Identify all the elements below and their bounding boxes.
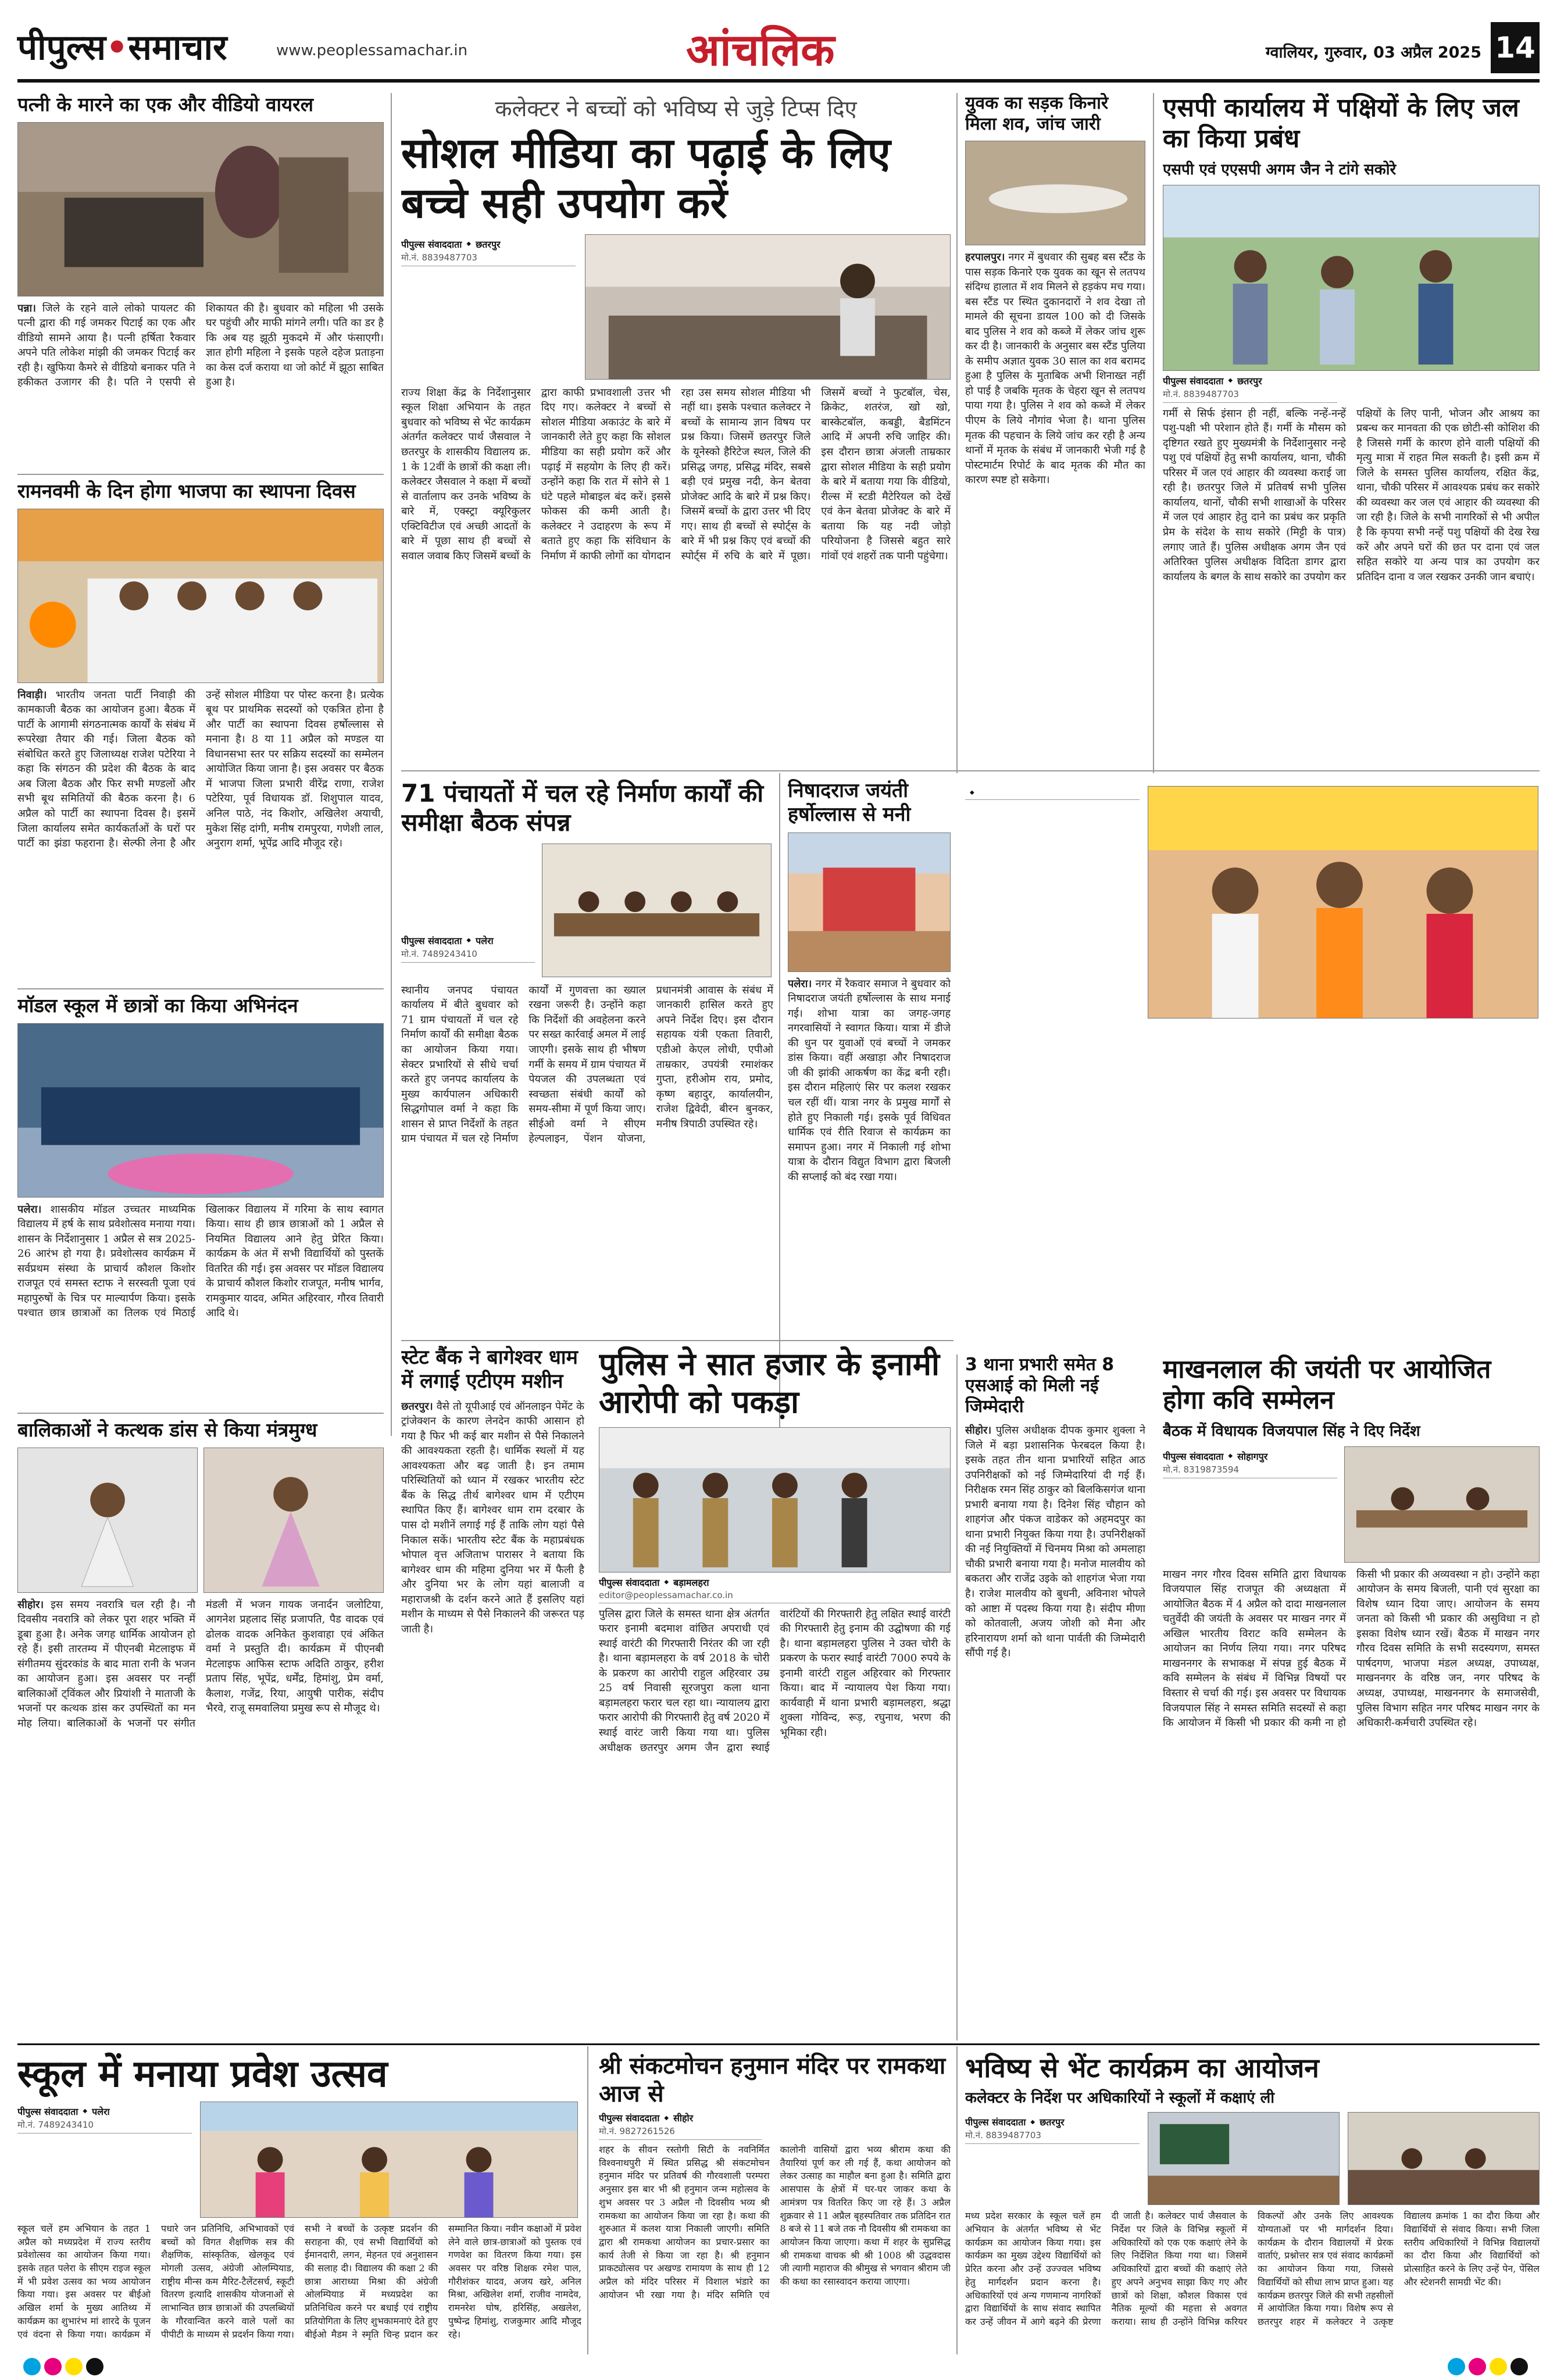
news-photo [1348, 2112, 1540, 2205]
website-link[interactable]: www.peoplessamachar.in [276, 42, 468, 59]
diamond-separator-icon: ◆ [1228, 377, 1233, 384]
color-registration-marks [23, 2358, 103, 2375]
byline: पीपुल्स संवाददाता ◆ बड़ामलहरा [599, 1577, 709, 1588]
story-yuvak [965, 93, 1145, 767]
diamond-separator-icon: ◆ [664, 1579, 669, 1586]
story-body: राज्य शिक्षा केंद्र के निर्देशानुसार स्कूल शिक्षा अभियान के तहत बुधवार को भविष्य से भेंट कार्यक्रम अंतर्गत कलेक्टर पार्थ जैसवाल ने छतरपुर के शासकीय विद्यालय क्र. 1 के 12वीं के छात्रों की कक्षा ली। कलेक्टर जैसवाल ने कक्षा में बच्चों से वार्तालाप कर उनके भविष्य के बारे में, एक्स्ट्रा क्यूरिकुलर एक्टिविटीज एवं अच्छी आदतों के बारे में पूछा साथ ही बच्चों से सवाल जवाब किए जिसमें बच्चों के द्वारा काफी प्रभावशाली उत्तर भी दिए गए। कलेक्टर ने बच्चों से सोशल मीडिया अकाउंट के बारे में जानकारी लेते हुए कहा कि सोशल मीडिया का सही प्रयोग करें और पढ़ाई में सहयोग के लिए ही करें। उन्होंने कहा कि रात में सोने से 1 घंटे पहले मोबाइल बंद करें। इससे फोकस की कमी आती है। कलेक्टर ने उदाहरण के रूप में बताते हुए कहा कि संविधान के निर्माण में काफी लोगों का योगदान रहा उस समय सोशल मीडिया भी नहीं था। इसके पश्चात कलेक्टर ने बच्चों के सामान्य ज्ञान विषय पर प्रश्न किया। जिसमें छतरपुर जिले के यूनेस्को हैरिटेज स्थल, जिले की प्रसिद्ध जगह, प्रसिद्ध मंदिर, सबसे बड़ी एवं प्रमुख नदी, केन बेतवा प्रोजेक्ट आदि के बारे में प्रश्न किए। जिसमें बच्चों के द्वारा उत्तर भी दिए गए। साथ ही बच्चों से स्पोर्ट्स के बारे में भी प्रश्न किए एवं बच्चों की स्पोर्ट्स में रुचि के बारे में पूछा। जिसमें बच्चों ने फुटबॉल, चेस, क्रिकेट, शतरंज, खो खो, बास्केटबॉल, कबड्डी, बैडमिंटन आदि में अपनी रुचि जाहिर की। इस दौरान छात्रा अंजली ताम्रकार द्वारा सोशल मीडिया के सही प्रयोग के बारे में बताया गया कि वीडियो, रील्स में स्टडी मैटेरियल को देखें एवं केन बेतवा प्रोजेक्ट के बारे में बताया कि यह नदी जोड़ो परियोजना है जिससे बहुत सारे गांवों एवं शहरों तक पानी पहुंचेगा। [401, 386, 951, 562]
story-ramkatha [599, 2052, 951, 2354]
news-photo [1163, 185, 1540, 371]
masthead [17, 14, 1540, 83]
byline: पीपुल्स संवाददाता ◆ सीहोर [599, 2113, 694, 2124]
contact-number: मो.नं. 9827261526 [599, 2125, 762, 2140]
diamond-separator-icon: ◆ [664, 2114, 669, 2121]
story-body: मध्य प्रदेश सरकार के स्कूल चलें हम अभियान के अंतर्गत भविष्य से भेंट कार्यक्रम का आयोजन किया गया। इस कार्यक्रम का मुख्य उद्देश्य विद्यार्थियों को प्रेरित करना और उन्हें उज्ज्वल भविष्य हेतु मार्गदर्शन प्रदान करना है। अधिकारियों एवं अन्य गणमान्य नागरिकों द्वारा विद्यार्थियों के साथ संवाद स्थापित कर उन्हें जीवन में आगे बढ़ने की प्रेरणा दी जाती है। कलेक्टर पार्थ जैसवाल के निर्देश पर जिले के विभिन्न स्कूलों में अधिकारियों को एक एक कक्षाएं लेने के लिए निर्देशित किया गया था। जिसमें अधिकारियों द्वारा बच्चों की कक्षाएं लेते हुए अपने अनुभव साझा किए गए और छात्रों को शिक्षा, कौशल विकास एवं नैतिक मूल्यों की महत्ता से अवगत कराया। साथ ही उन्होंने विभिन्न करियर विकल्पों और उनके लिए आवश्यक योग्यताओं पर भी मार्गदर्शन दिया। कार्यक्रम के दौरान विद्यालयों में प्रेरक वार्ताएं, प्रश्नोत्तर सत्र एवं संवाद कार्यक्रमों का आयोजन किया गया, जिससे विद्यार्थियों को सीधा लाभ प्राप्त हुआ। यह कार्यक्रम छतरपुर जिले की सभी तहसीलों में आयोजित किया गया। विशेष रूप से छतरपुर शहर में कलेक्टर ने उत्कृष्ट विद्यालय क्रमांक 1 का दौरा किया और विद्यार्थियों से संवाद किया। सभी जिला स्तरीय अधिकारियों ने विभिन्न विद्यालयों का दौरा किया और विद्यार्थियों को प्रोत्साहित करने के लिए उन्हें पेन, पेंसिल और स्टेशनरी सामग्री भेंट की। [965, 2210, 1540, 2327]
contact-number: मो.नं. 7489243410 [401, 948, 535, 963]
newspaper-logo[interactable]: पीपुल्स•समाचार [17, 27, 227, 68]
story-inaami [599, 1346, 951, 2032]
news-photo [17, 509, 384, 683]
byline: पीपुल्स संवाददाता ◆ छतरपुर [1163, 375, 1262, 387]
headline: श्री संकटमोचन हनुमान मंदिर पर रामकथा आज से [599, 2053, 946, 2107]
story-body: स्कूल चलें हम अभियान के तहत 1 अप्रैल को मध्यप्रदेश में राज्य स्तरीय प्रवेशोत्सव का आयोजन किया गया। इसके तहत पलेरा के सीएम राइज स्कूल में भी प्रवेश उत्सव का भव्य आयोजन किया गया। इस अवसर पर बीईओ अखिल शर्मा के मुख्य आतिथ्य में कार्यक्रम का शुभारंभ मां शारदे के पूजन एवं वंदना से किया गया। कार्यक्रम में पधारे जन प्रतिनिधि, अभिभावकों एवं बच्चों को विगत शैक्षणिक सत्र की शैक्षणिक, सांस्कृतिक, खेलकूद एवं मोगली उत्सव, अंग्रेजी ओलम्पियाड, राष्ट्रीय मीन्स कम मैरिट-टैलेंटसर्च, स्कूटी वितरण इत्यादि शासकीय योजनाओं से लाभान्वित छात्र छात्राओं की उपलब्धियों के गौरवान्वित करने वाले पलों का पीपीटी के माध्यम से प्रदर्शन किया गया। सभी ने बच्चों के उत्कृष्ट प्रदर्शन की सराहना की, एवं सभी विद्यार्थियों को ईमानदारी, लगन, मेहनत एवं अनुशासन की सलाह दी। विद्यालय की कक्षा 2 की छात्रा आराध्या मिश्रा की अंग्रेजी ओलम्पियाड में मध्यप्रदेश का प्रतिनिधित्व करने पर बधाई एवं राष्ट्रीय प्रतियोगिता के लिए शुभकामनाएं देते हुए बीईओ मैडम ने स्मृति चिन्ह प्रदान कर सम्मानित किया। नवीन कक्षाओं में प्रवेश लेने वाले छात्र-छात्राओं को पुस्तक एवं गणवेश का वितरण किया गया। इस अवसर पर वरिष्ठ शिक्षक रमेश पाल, गौरीशंकर यादव, अजय खरे, अनिल मिश्रा, अखिलेश शर्मा, राजीव नामदेव, रामनरेश घोष, हरिसिंह, अखलेश, पुष्पेन्द्र हिमांशु, राजकुमार आदि मौजूद रहे। [17, 2222, 581, 2340]
section-title: आंचलिक [686, 24, 835, 76]
headline: 3 थाना प्रभारी समेत 8 एसआई को मिली नई जिम्मेदारी [965, 1355, 1115, 1417]
news-photo [200, 2102, 578, 2218]
diamond-separator-icon: ◆ [466, 937, 472, 944]
story-makhanlal [1163, 1355, 1540, 2035]
story-body: शहर के सीवन रस्तोगी सिटी के नवनिर्मित विश्वनाथपुरी में स्थित प्रसिद्ध श्री संकटमोचन हनुमान मंदिर पर प्रतिवर्ष की गौरवशाली परम्परा अनुसार इस बार भी श्री हनुमान जन्म महोत्सव के शुभ अवसर पर 3 अप्रैल नौ दिवसीय भव्य श्री रामकथा का आयोजन किया जा रहा है। कथा की शुरुआत में कलश यात्रा निकाली जाएगी। समिति द्वारा श्री रामकथा आयोजन का प्रचार-प्रसार का कार्य तेजी से किया जा रहा है। श्री हनुमान प्राकट्योत्सव पर अखण्ड रामायण के साथ ही 12 अप्रैल को मंदिर परिसर में विशाल भंडारे का आयोजन भी रखा गया है। मंदिर समिति एवं कालोनी वासियों द्वारा भव्य श्रीराम कथा की तैयारियां पूर्ण कर ली गई हैं, कथा आयोजन को लेकर उत्साह का माहौल बना हुआ है। समिति द्वारा आसपास के क्षेत्रों में घर-घर जाकर कथा के आमंत्रण पत्र वितरित किए जा रहे हैं। 3 अप्रैल शुक्रवार से 11 अप्रैल बृहस्पतिवार तक प्रतिदिन रात 8 बजे से 11 बजे तक नौ दिवसीय श्री रामकथा का आयोजन किया जाएगा। कथा में शहर के सुप्रसिद्ध श्री रामकथा वाचक श्री श्री 1008 श्री उद्धवदास जी त्यागी महाराज की श्रीमुख से भगवान श्रीराम जी की कथा का रसास्वादन कराया जाएगा। [599, 2144, 951, 2300]
headline: 71 पंचायतों में चल रहे निर्माण कार्यों की समीक्षा बैठक संपन्न [401, 779, 764, 837]
story-body: स्थानीय जनपद पंचायत कार्यालय में बीते बुधवार को 71 ग्राम पंचायतों में चल रहे निर्माण कार्यों की समीक्षा बैठक का आयोजन किया गया। सेक्टर प्रभारियों से सीधे चर्चा करते हुए जनपद कार्यालय के मुख्य कार्यपालन अधिकारी सिद्धगोपाल वर्मा ने कहा कि शासन से प्राप्त निर्देशों के तहत ग्राम पंचायत में चल रहे निर्माण कार्यों में गुणवत्ता का ख्याल रखना जरूरी है। उन्होंने कहा कि निर्देशों की अवहेलना करने पर सख्त कार्रवाई अमल में लाई जाएगी। इसके साथ ही भीषण गर्मी के समय में ग्राम पंचायत में पेयजल की उपलब्धता एवं स्वच्छता संबंधी कार्यों को समय-सीमा में पूर्ण किया जाए। सीईओ वर्मा ने सीएम हेल्पलाइन, पेंशन योजना, प्रधानमंत्री आवास के संबंध में जानकारी हासिल करते हुए अपने निर्देश दिए। इस दौरान सहायक यंत्री एकता तिवारी, एडीओ केएल लोधी, एपीओ ताम्रकार, उपयंत्री रमाशंकर गुप्ता, हरीओम राय, प्रमोद, कृष्ण बहादुर, कार्यालयीन, राजेश द्विवेदी, बीरन बुनकर, मनीष त्रिपाठी उपस्थित रहे। [401, 984, 773, 1145]
story-body: पलेरा। शासकीय मॉडल उच्चतर माध्यमिक विद्यालय में हर्ष के साथ प्रवेशोत्सव मनाया गया। शासन के निर्देशानुसार 1 अप्रैल से सत्र 2025-26 आरंभ हो गया है। प्रवेशोत्सव कार्यक्रम में सर्वप्रथम संस्था के प्राचार्य कौशल किशोर राजपूत एवं समस्त स्टाफ ने सरस्वती पूजा एवं महापुरुषों के चित्र पर माल्यार्पण किया। इसके पश्चात छात्र छात्राओं का तिलक एवं मिठाई खिलाकर विद्यालय में गरिमा के साथ स्वागत किया। साथ ही छात्र छात्राओं को 1 अप्रैल से नियमित विद्यालय आने हेतु प्रेरित किया। कार्यक्रम के अंत में सभी विद्यार्थियों को पुस्तकें वितरित की गई। इस अवसर पर मॉडल विद्यालय के प्राचार्य कौशल किशोर राजपूत, मनीष भार्गव, रामकुमार यादव, अमित अहिरवार, गौरव तिवारी आदि थे। [17, 1203, 384, 1320]
news-photo [17, 1023, 384, 1198]
deck: बैठक में विधायक विजयपाल सिंह ने दिए निर्देश [1163, 1422, 1420, 1440]
contact-number: मो.नं. 8839487703 [1163, 388, 1337, 403]
contact-number: मो.नं. 8839487703 [965, 2129, 1140, 2144]
diamond-separator-icon: ◆ [970, 789, 974, 796]
story-pravesh [17, 2052, 581, 2354]
color-registration-marks [1448, 2358, 1528, 2375]
deck: कलेक्टर के निर्देश पर अधिकारियों ने स्कूलों में कक्षाएं ली [965, 2089, 1274, 2107]
news-photo [585, 234, 951, 380]
story-model-school [17, 994, 384, 1413]
byline: पीपुल्स संवाददाता ◆ पलेरा [401, 935, 494, 946]
story-body: हरपालपुर। नगर में बुधवार की सुबह बस स्टैंड के पास सड़क किनारे एक युवक का खून से लतपथ संदिग्ध हालात में शव मिलने से हड़कंप मच गया। बस स्टैंड पर स्थित दुकानदारों ने शव देखा तो मामले की सूचना डायल 100 को दी जिसके बाद पुलिस ने शव को कब्जे में लेकर जांच शुरू कर दी है। जानकारी के अनुसार बस स्टैंड पुलिया के समीप अज्ञात युवक 30 साल का शव बरामद हुआ है पुलिस के मुताबिक अभी शिनाख्त नहीं हो पाई है जबकि मृतक के चेहरा खून से लतपथ पाया गया है। पुलिस ने शव को कब्जे में लेकर पीएम के लिये नौगांव भेजा है। थाना पुलिस मृतक की पहचान के लिये जांच कर रही है अन्य थानों में मृतक के संबंध में जानकारी भेजी गई है पोस्टमार्टम रिपोर्ट के बाद मृतक की मौत का कारण स्पष्ट हो सकेगा। [965, 251, 1145, 487]
byline: पीपुल्स संवाददाता ◆ छतरपुर [965, 2117, 1065, 2128]
news-photo [599, 1427, 951, 1573]
story-body: पलेरा। नगर में रैकवार समाज ने बुधवार को निषादराज जयंती हर्षोल्लास के साथ मनाई गई। शोभा यात्रा का जगह-जगह नगरवासियों ने स्वागत किया। यात्रा में डीजे की धुन पर युवाओं एवं बच्चों ने जमकर डांस किया। वहीं अखाड़ा और निषादराज जी की झांकी आकर्षण का केंद्र बनी रही। इस दौरान महिलाएं सिर पर कलश रखकर चल रहीं थीं। यात्रा नगर के प्रमुख मार्गों से होते हुए निकाली गई। इसके पूर्व विधिवत धार्मिक एवं रीति रिवाज से कार्यक्रम का समापन हुआ। नगर में निकाली गई शोभा यात्रा के दौरान विद्युत विभाग द्वारा बिजली की सप्लाई को बंद रखा गया। [788, 977, 951, 1183]
diamond-separator-icon: ◆ [1228, 1453, 1233, 1460]
news-photo [788, 832, 951, 972]
story-body: निवाड़ी। भारतीय जनता पार्टी निवाड़ी की कामकाजी बैठक का आयोजन हुआ। बैठक में पार्टी के आगामी संगठनात्मक कार्यों के संबंध में रूपरेखा तैयार की गई। जिला बैठक को संबोधित करते हुए जिलाध्यक्ष राजेश पटेरिया ने कहा कि संगठन की प्रदेश की बैठक के बाद अब जिला बैठक और फिर सभी मण्डलों और सभी बूथ समितियों की बैठक करना है। 6 अप्रैल को पार्टी का स्थापना दिवस है। इसमें जिला कार्यालय समेत कार्यकर्ताओं के घरों पर पार्टी का झंडा फहराना है। सेल्फी लेना है और उन्हें सोशल मीडिया पर पोस्ट करना है। प्रत्येक बूथ पर प्राथमिक सदस्यों को एकत्रित होना है और पार्टी का स्थापना दिवस हर्षोल्लास से मनाना है। 8 या 11 अप्रैल को मण्डल या विधानसभा स्तर पर सक्रिय सदस्यों का सम्मेलन आयोजित किया जाना है। इस अवसर पर बैठक में भाजपा जिला प्रभारी वीरेंद्र राणा, राजेश पटेरिया, पूर्व विधायक डॉ. शिशुपाल यादव, अनिल पाठे, नंद किशोर, अखिलेश अयाची, मुकेश सिंह दांगी, मनीष रामपुरया, गणेशी लाल, अनुराग शर्मा, भूपेंद्र आदि मौजूद रहे। [17, 688, 384, 850]
news-photo [1148, 2112, 1340, 2205]
issue-date: ग्वालियर, गुरुवार, 03 अप्रैल 2025 [1265, 44, 1481, 62]
news-photo [1344, 1446, 1540, 1563]
headline: निषादराज जयंती हर्षोल्लास से मनी [788, 779, 911, 826]
story-panchayat [401, 779, 773, 1337]
news-photo [1148, 786, 1538, 1019]
headline: माखनलाल की जयंती पर आयोजित होगा कवि सम्मेलन [1163, 1355, 1491, 1415]
story-pakshi [1163, 93, 1540, 767]
contact-number: मो.नं. 8319873594 [1163, 1464, 1337, 1478]
headline: स्टेट बैंक ने बागेश्वर धाम में लगाई एटीएम मशीन [401, 1346, 578, 1393]
headline: पुलिस ने सात हजार के इनामी आरोपी को पकड़ा [599, 1346, 940, 1420]
contact-number [965, 797, 1140, 800]
story-kathak [17, 1418, 384, 2023]
story-bhavishya [965, 2052, 1540, 2354]
contact-number: मो.नं. 8839487703 [401, 252, 576, 266]
headline: पत्नी के मारने का एक और वीडियो वायरल [17, 93, 314, 116]
headline: भविष्य से भेंट कार्यक्रम का आयोजन [965, 2052, 1319, 2084]
news-photo [17, 1448, 198, 1593]
story-body: पुलिस द्वारा जिले के समस्त थाना क्षेत्र अंतर्गत फरार इनामी बदमाश वांछित अपराधी एवं स्थाई वारंटी की गिरफ्तारी निरंतर की जा रही है। थाना बड़ामलहरा के वर्ष 2018 के चोरी के प्रकरण का आरोपी राहुल अहिरवार उम्र 25 वर्ष निवासी सूरजपुरा कला थाना बड़ामलहरा फरार चल रहा था। न्यायालय द्वारा फरार आरोपी की गिरफ्तारी हेतु वर्ष 2020 में स्थाई वारंट जारी किया गया था। पुलिस अधीक्षक छतरपुर अगम जैन द्वारा स्थाई वारंटियों की गिरफ्तारी हेतु लक्षित स्थाई वारंटी की गिरफ्तारी हेतु इनाम की उद्घोषणा की गई है। थाना बड़ामलहरा पुलिस ने उक्त चोरी के प्रकरण के फरार स्थाई वारंटी 7000 रुपये के इनामी वारंटी राहुल अहिरवार को गिरफ्तार किया। बाद में न्यायालय पेश किया गया। कार्यवाही में थाना प्रभारी बड़ामलहरा, श्रद्धा शुक्ला गोविन्द, रूड़, रघुनाथ, भरण की भूमिका रही। [599, 1607, 951, 1754]
story-body: छतरपुर। वैसे तो यूपीआई एवं ऑनलाइन पेमेंट के ट्रांजेक्शन के कारण लेनदेन काफी आसान हो गया है फिर भी कई बार मशीन से पैसे निकालने की आवश्यकता रहती है। धार्मिक स्थलों में यह आवश्यकता और बढ़ जाती है। इन तमाम परिस्थितियों को ध्यान में रखकर भारतीय स्टेट बैंक के सिद्ध तीर्थ बागेश्वर धाम में एटीएम स्थापित किए हैं। बागेश्वर धाम राम दरबार के पास दो मशीनें लगाई गई हैं ताकि लोग यहां पैसे निकाल सकें। भारतीय स्टेट बैंक के महाप्रबंधक भोपाल वृत्त अजिताभ पारासर ने बताया कि बागेश्वर धाम की महिमा दुनिया भर में फैली है और दुनिया भर के लोग यहां बालाजी व महाराजश्री के दर्शन करने आते हैं इसलिए यहां मशीन के माध्यम से पैसे निकालने की जरूरत पड़ जाती है। [401, 1400, 584, 1635]
headline: मॉडल स्कूल में छात्रों का किया अभिनंदन [17, 994, 298, 1017]
headline: सोशल मीडिया का पढ़ाई के लिए बच्चे सही उपयोग करें [401, 128, 891, 228]
kicker: कलेक्टर ने बच्चों को भविष्य से जुड़े टिप्स दिए [495, 96, 857, 121]
byline: पीपुल्स संवाददाता ◆ छतरपुर [401, 238, 501, 250]
page-number: 14 [1491, 22, 1540, 73]
news-photo [17, 122, 384, 296]
story-body: सीहोर। पुलिस अधीक्षक दीपक कुमार शुक्ला ने जिले में बड़ा प्रशासनिक फेरबदल किया है। इसके तहत तीन थाना प्रभारियों सहित आठ उपनिरीक्षकों को नई जिम्मेदारियां दी गई हैं। निरीक्षक रमन सिंह ठाकुर को बिलकिसगंज थाना प्रभारी बनाया गया है। दिनेश सिंह चौहान को शाहगंज और पंकज वाडेकर को अहमदपुर का थाना प्रभारी नियुक्त किया गया है। उपनिरीक्षकों की नई नियुक्तियों में चिनमय मिश्रा को अमलाहा चौकी प्रभारी बनाया गया है। मनोज मालवीय को बकतरा और राजेंद्र उइके को शाहगंज भेजा गया है। राजेश मालवीय को बुधनी, अविनाश भोपले को आष्टा में पदस्थ किया गया है। संदीप मीणा को कोतवाली, अजय जोशी को मैना और हरिनारायण शर्मा को थाना पार्वती की जिम्मेदारी सौंपी गई है। [965, 1424, 1145, 1660]
story-body: सीहोर। इस समय नवरात्रि चल रही है। नौ दिवसीय नवरात्रि को लेकर पूरा शहर भक्ति में डूबा हुआ है। अनेक जगह धार्मिक आयोजन हो रहे हैं। इसी तारतम्य में पीएनबी मेटलाइफ में संगीतमय सुंदरकांड के बाद माता रानी के भजन का आयोजन हुआ। इस अवसर पर नन्हीं बालिकाओं ट्विंकल और प्रियांशी ने माताजी के भजनों पर कत्थक डांस कर उपस्थितों का मन मोह लिया। बालिकाओं के भजनों पर संगीत मंडली में भजन गायक जनार्दन जलोटिया, आगनेश प्रहलाद सिंह प्रजापति, पैड वादक एवं ढोलक वादक अनिकेत कुशवाहा एवं अंकित वर्मा ने प्रस्तुति दी। कार्यक्रम में पीएनबी मेटलाइफ आफिस स्टाफ अदिति ठाकुर, हरीश प्रताप सिंह, भूपेंद्र, धर्मेंद्र, हिमांशु, प्रेम वर्मा, कैलाश, गजेंद्र, रिया, आयुषी पारीक, संदीप भैरवे, राजू समवालिया प्रमुख रूप से मौजूद थे। [17, 1598, 384, 1729]
contact-email: editor@peoplessamachar.co.in [599, 1590, 951, 1603]
news-photo [965, 141, 1145, 245]
story-ramnavami [17, 480, 384, 985]
headline: रामनवमी के दिन होगा भाजपा का स्थापना दिवस [17, 480, 356, 502]
story-body: गर्मी से सिर्फ इंसान ही नहीं, बल्कि नन्हें-नन्हें पशु-पक्षी भी परेशान होते हैं। गर्मी के मौसम को दृष्टिगत रखते हुए मुख्यमंत्री के निर्देशानुसार नन्हे पशु एवं पक्षियों हेतु सभी कार्यालय, थाना, चौकी परिसर में जल एवं आहार की व्यवस्था कराई जा रही है। छतरपुर जिले में प्रतिवर्ष सभी पुलिस कार्यालय, थानों, चौकी सभी शाखाओं के परिसर में जल एवं आहार हेतु दाने का प्रबंध कर प्रकृति प्रेम के संदेश के साथ सकोरे (मिट्टी के पात्र) लगाए जाते हैं। पुलिस अधीक्षक अगम जैन एवं अतिरिक्त पुलिस अधीक्षक विदिता डागर द्वारा कार्यालय के बगल के साथ सकोरे का उपयोग कर पक्षियों के लिए पानी, भोजन और आश्रय का प्रबन्ध कर मानवता की एक छोटी-सी कोशिश की है जिससे गर्मी के कारण होने वाली पक्षियों की मृत्यु मात्रा में राहत मिल सकती है। इसी क्रम में जिले के समस्त पुलिस कार्यालय, रक्षित केंद्र, थाना, चौकी परिसर में आवश्यक प्रबंध कर सकोरे की व्यवस्था कर जल एवं आहार की व्यवस्था की जा रही है। जिले के सभी नागरिकों से भी अपील है कि कृपया सभी नन्हें पशु पक्षियों की देख रेख करें और अपने घरों की छत पर दाना एवं जल सहित सकोरे या अन्य पात्र का उपयोग कर प्रतिदिन दाना व जल रखकर उनकी जान बचाएं। [1163, 407, 1540, 583]
contact-number: मो.नं. 7489243410 [17, 2119, 192, 2134]
news-photo [542, 844, 772, 977]
story-body: माखन नगर गौरव दिवस समिति द्वारा विधायक विजयपाल सिंह राजपूत की अध्यक्षता में आयोजित बैठक में 4 अप्रैल को दादा माखनलाल चतुर्वेदी की जयंती के अवसर पर माखन नगर में अखिल भारतीय विराट कवि सम्मेलन के आयोजन का निर्णय लिया गया। नगर परिषद माखननगर के सभाकक्ष में संपन्न हुई बैठक में कवि सम्मेलन के संबंध में विभिन्न विषयों पर विस्तार से चर्चा की गई। इस अवसर पर विधायक विजयपाल सिंह ने समस्त समिति सदस्यों से कहा कि आयोजन में किसी भी प्रकार की कमी ना हो किसी भी प्रकार की अव्यवस्था न हो। उन्होंने कहा आयोजन के समय बिजली, पानी एवं सुरक्षा का विशेष ध्यान दिया जाए। आयोजन के समय जनता को किसी भी प्रकार की असुविधा न हो इसका विशेष ध्यान रखें। बैठक में माखन नगर गौरव दिवस समिति के सभी सदस्यगण, समस्त पार्षदगण, भाजपा मंडल अध्यक्ष, उपाध्यक्ष, माखननगर के वरिष्ठ जन, नगर परिषद के अध्यक्ष, उपाध्यक्ष, माखननगर के समाजसेवी, पुलिस विभाग सहित नगर परिषद माखन नगर के अधिकारी-कर्मचारी उपस्थित रहे। [1163, 1568, 1540, 1729]
story-hindugram [965, 779, 1540, 1349]
story-thana [965, 1355, 1145, 2035]
headline: बालिकाओं ने कत्थक डांस से किया मंत्रमुग्ध [17, 1418, 317, 1441]
byline: पीपुल्स संवाददाता ◆ सोहागपुर [1163, 1450, 1268, 1462]
deck: एसपी एवं एएसपी अगम जैन ने टांगे सकोरे [1163, 160, 1397, 178]
headline: युवक का सड़क किनारे मिला शव, जांच जारी [965, 93, 1109, 134]
headline: स्कूल में मनाया प्रवेश उत्सव [17, 2053, 388, 2096]
story-collector [401, 93, 951, 767]
diamond-separator-icon: ◆ [83, 2108, 88, 2115]
story-sbi [401, 1346, 584, 2032]
byline: पीपुल्स संवाददाता ◆ पलेरा [17, 2106, 110, 2117]
diamond-separator-icon: ◆ [1030, 2118, 1035, 2125]
story-body [965, 803, 1140, 1129]
story-body: पन्ना। जिले के रहने वाले लोको पायलट की पत्नी द्वारा की गई जमकर पिटाई का एक और वीडियो सामने आया है। पत्नी हर्षिता रैकवार अपने पति लोकेश मांझी की जमकर पिटाई कर रही है। खुफिया कैमरे से वीडियो बनाकर पति ने हकीकत उजागर की है। पति ने एसपी से शिकायत की है। बुधवार को महिला भी उसके घर पहुंची और माफी मांगने लगी। पति का डर है कि अब यह झूठी मुकदमे में और फंसाएगी। ज्ञात होगी महिला ने इसके पहले दहेज प्रताड़ना का केस दर्ज कराया था जो कोर्ट में झूठा साबित हुआ है। [17, 302, 384, 389]
story-patni-video [17, 93, 384, 471]
byline [965, 789, 1140, 796]
news-photo [203, 1448, 384, 1593]
diamond-separator-icon: ◆ [466, 241, 472, 248]
story-nishadraj [788, 779, 951, 1337]
headline: एसपी कार्यालय में पक्षियों के लिए जल का किया प्रबंध [1163, 93, 1519, 153]
